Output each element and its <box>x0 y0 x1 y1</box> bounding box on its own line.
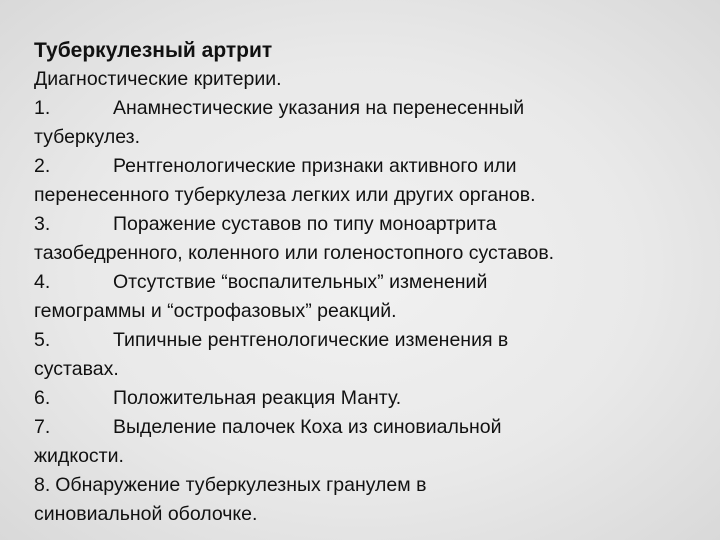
criterion-number: 7. <box>34 416 51 438</box>
slide-title: Туберкулезный артрит <box>34 39 273 62</box>
criterion-text-continued: тазобедренного, коленного или голеностопного суставов. <box>34 242 555 264</box>
criterion-text: Типичные рентгенологические изменения в <box>113 329 509 351</box>
slide-content <box>34 36 704 529</box>
criterion-5 <box>34 326 704 384</box>
criterion-4 <box>34 268 704 326</box>
criterion-text: Выделение палочек Коха из синовиальной <box>113 416 502 438</box>
criterion-text-continued: жидкости. <box>34 445 124 467</box>
criterion-text-continued: суставах. <box>34 358 119 380</box>
criterion-number: 6. <box>34 387 51 409</box>
criterion-text: Отсутствие “воспалительных” изменений <box>113 271 488 293</box>
criterion-text-continued: синовиальной оболочке. <box>34 503 258 525</box>
criterion-8 <box>34 471 704 529</box>
criterion-6 <box>34 384 704 413</box>
slide-subtitle: Диагностические критерии. <box>34 68 282 90</box>
criterion-text-continued: туберкулез. <box>34 126 140 148</box>
criterion-text-continued: перенесенного туберкулеза легких или других органов. <box>34 184 536 206</box>
criterion-7 <box>34 413 704 471</box>
criterion-text: Рентгенологические признаки активного или <box>113 155 517 177</box>
criterion-number: 4. <box>34 271 51 293</box>
criterion-text: Анамнестические указания на перенесенный <box>113 97 525 119</box>
criterion-number: 1. <box>34 97 51 119</box>
criterion-2 <box>34 152 704 210</box>
criterion-number: 2. <box>34 155 51 177</box>
criterion-3 <box>34 210 704 268</box>
criterion-text: Обнаружение туберкулезных гранулем в <box>55 474 427 496</box>
criterion-text: Положительная реакция Манту. <box>113 387 402 409</box>
criterion-number: 8. <box>34 474 51 496</box>
criterion-number: 3. <box>34 213 51 235</box>
criterion-text-continued: гемограммы и “острофазовых” реакций. <box>34 300 397 322</box>
criterion-number: 5. <box>34 329 51 351</box>
criterion-text: Поражение суставов по типу моноартрита <box>113 213 497 235</box>
criterion-1 <box>34 94 704 152</box>
